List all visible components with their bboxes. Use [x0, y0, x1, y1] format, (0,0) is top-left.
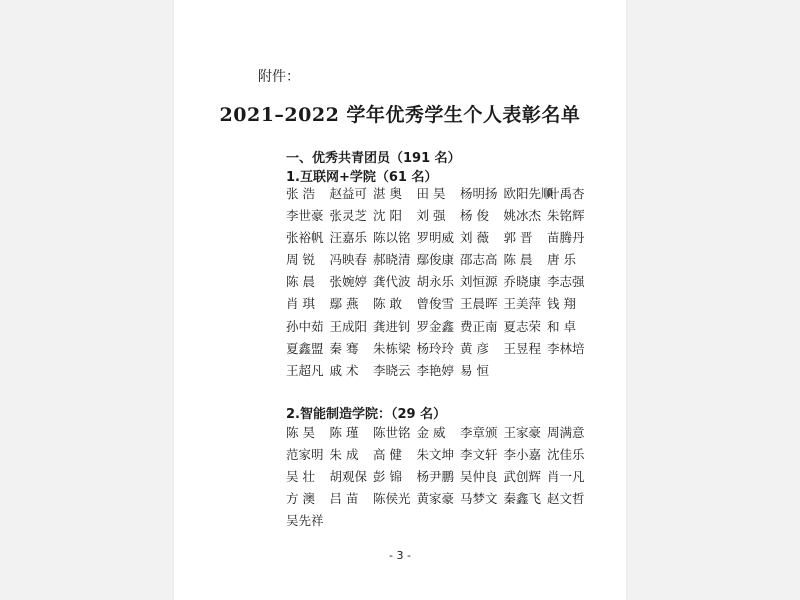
student-name: 冯映春 — [329, 252, 368, 268]
student-name: 高 健 — [373, 447, 402, 463]
student-name: 朱铭辉 — [547, 208, 585, 224]
student-name: 费正南 — [460, 318, 498, 334]
document-title: 2021–2022 学年优秀学生个人表彰名单 — [219, 104, 581, 126]
student-name: 鄢俊康 — [416, 252, 455, 268]
student-name: 沈佳乐 — [547, 447, 585, 463]
student-name: 鄢 燕 — [329, 296, 359, 312]
student-name: 陈 晨 — [503, 252, 533, 268]
student-name: 苗腾丹 — [547, 230, 585, 246]
student-name: 陈世铭 — [373, 425, 411, 440]
student-name: 陈 晨 — [286, 274, 315, 290]
student-name: 郝晓清 — [373, 252, 411, 268]
student-name: 王成阳 — [329, 318, 368, 334]
student-name: 刘恒源 — [460, 274, 498, 290]
student-name: 杨尹鹏 — [416, 469, 455, 485]
student-name: 汪嘉乐 — [329, 230, 368, 246]
student-name: 王晨晖 — [460, 296, 498, 312]
student-name: 王超凡 — [286, 362, 324, 378]
student-name: 李小嘉 — [503, 447, 542, 463]
student-name: 黄 彦 — [460, 340, 489, 356]
student-name: 吕 苗 — [329, 491, 359, 507]
student-name: 黄家豪 — [416, 491, 455, 507]
student-name: 李晓云 — [373, 362, 411, 378]
page-number: - 3 - — [389, 549, 411, 562]
student-name: 杨明扬 — [460, 186, 498, 201]
student-name: 李志强 — [547, 274, 585, 290]
student-name: 湛 奥 — [373, 186, 402, 201]
student-name: 郭 晋 — [503, 230, 533, 246]
student-name: 和 卓 — [547, 318, 576, 334]
student-name: 周满意 — [547, 425, 585, 440]
student-name: 罗明威 — [416, 230, 455, 246]
student-name: 赵益可 — [329, 186, 368, 201]
student-name: 王昱程 — [503, 340, 542, 356]
student-name: 刘 薇 — [460, 230, 489, 246]
student-name: 吴先祥 — [286, 513, 324, 529]
student-name: 肖一凡 — [547, 469, 585, 485]
student-name: 唐 乐 — [547, 252, 576, 268]
student-name: 陈 瑾 — [329, 425, 359, 440]
student-name: 秦鑫飞 — [503, 491, 542, 507]
student-name: 武创辉 — [503, 469, 542, 485]
attachment-label: 附件： — [258, 69, 300, 85]
student-name: 孙中茹 — [286, 318, 324, 334]
student-name: 叶禹杏 — [547, 186, 585, 201]
student-name: 刘 强 — [416, 208, 446, 224]
student-name: 陈 昊 — [286, 425, 315, 440]
student-name: 赵文哲 — [547, 491, 585, 507]
college-heading: 2.智能制造学院：（29 名） — [286, 407, 447, 422]
student-name: 李文轩 — [460, 447, 498, 463]
student-name: 王美萍 — [503, 296, 542, 312]
student-name: 钱 翔 — [547, 296, 576, 312]
student-name: 吴仲良 — [460, 469, 498, 485]
section-heading: 一、优秀共青团员（191 名） — [286, 151, 461, 166]
student-name: 金 威 — [416, 425, 446, 440]
student-name: 李林培 — [547, 340, 585, 356]
student-name: 张裕帆 — [286, 230, 324, 246]
student-name: 周 锐 — [286, 252, 315, 268]
student-name: 秦 骞 — [329, 340, 359, 356]
student-name: 朱 成 — [329, 447, 359, 463]
student-name: 张婉婷 — [329, 274, 368, 290]
document-page — [174, 0, 626, 600]
student-name: 胡观保 — [329, 469, 368, 485]
student-name: 范家明 — [286, 447, 324, 463]
student-name: 肖 琪 — [286, 296, 315, 312]
student-name: 龚进钊 — [373, 318, 411, 334]
student-name: 姚冰杰 — [503, 208, 542, 224]
student-name: 李艳婷 — [416, 362, 455, 378]
student-name: 邵志高 — [460, 252, 498, 268]
name-list — [286, 422, 586, 532]
name-list — [286, 183, 586, 382]
student-name: 杨 俊 — [460, 208, 489, 224]
student-name: 易 恒 — [460, 362, 489, 378]
student-name: 李章颁 — [460, 425, 498, 440]
student-name: 张 浩 — [286, 186, 315, 201]
student-name: 方 澳 — [286, 491, 315, 507]
student-name: 沈 阳 — [373, 208, 402, 224]
student-name: 夏志荣 — [503, 318, 542, 334]
student-name: 陈以铭 — [373, 230, 411, 246]
student-name: 陈 敢 — [373, 296, 402, 312]
student-name: 马梦文 — [460, 491, 498, 507]
student-name: 张灵芝 — [329, 208, 368, 224]
student-name: 李世豪 — [286, 208, 324, 224]
student-name: 田 昊 — [416, 186, 446, 201]
student-name: 朱栋梁 — [373, 340, 411, 356]
student-name: 曾俊雪 — [416, 296, 455, 312]
student-name: 夏鑫盟 — [286, 340, 324, 356]
student-name: 戚 术 — [329, 362, 359, 378]
student-name: 朱文坤 — [416, 447, 455, 463]
student-name: 杨玲玲 — [416, 340, 455, 356]
student-name: 龚代波 — [373, 274, 411, 290]
student-name: 陈侯光 — [373, 491, 411, 507]
student-name: 乔晓康 — [503, 274, 542, 290]
student-name: 欧阳先顺 — [503, 186, 554, 201]
college-heading: 1.互联网+学院（61 名） — [286, 170, 438, 185]
student-name: 罗金鑫 — [416, 318, 455, 334]
student-name: 彭 锦 — [373, 469, 402, 485]
student-name: 吴 壮 — [286, 469, 315, 485]
student-name: 王家豪 — [503, 425, 542, 440]
student-name: 胡永乐 — [416, 274, 455, 290]
